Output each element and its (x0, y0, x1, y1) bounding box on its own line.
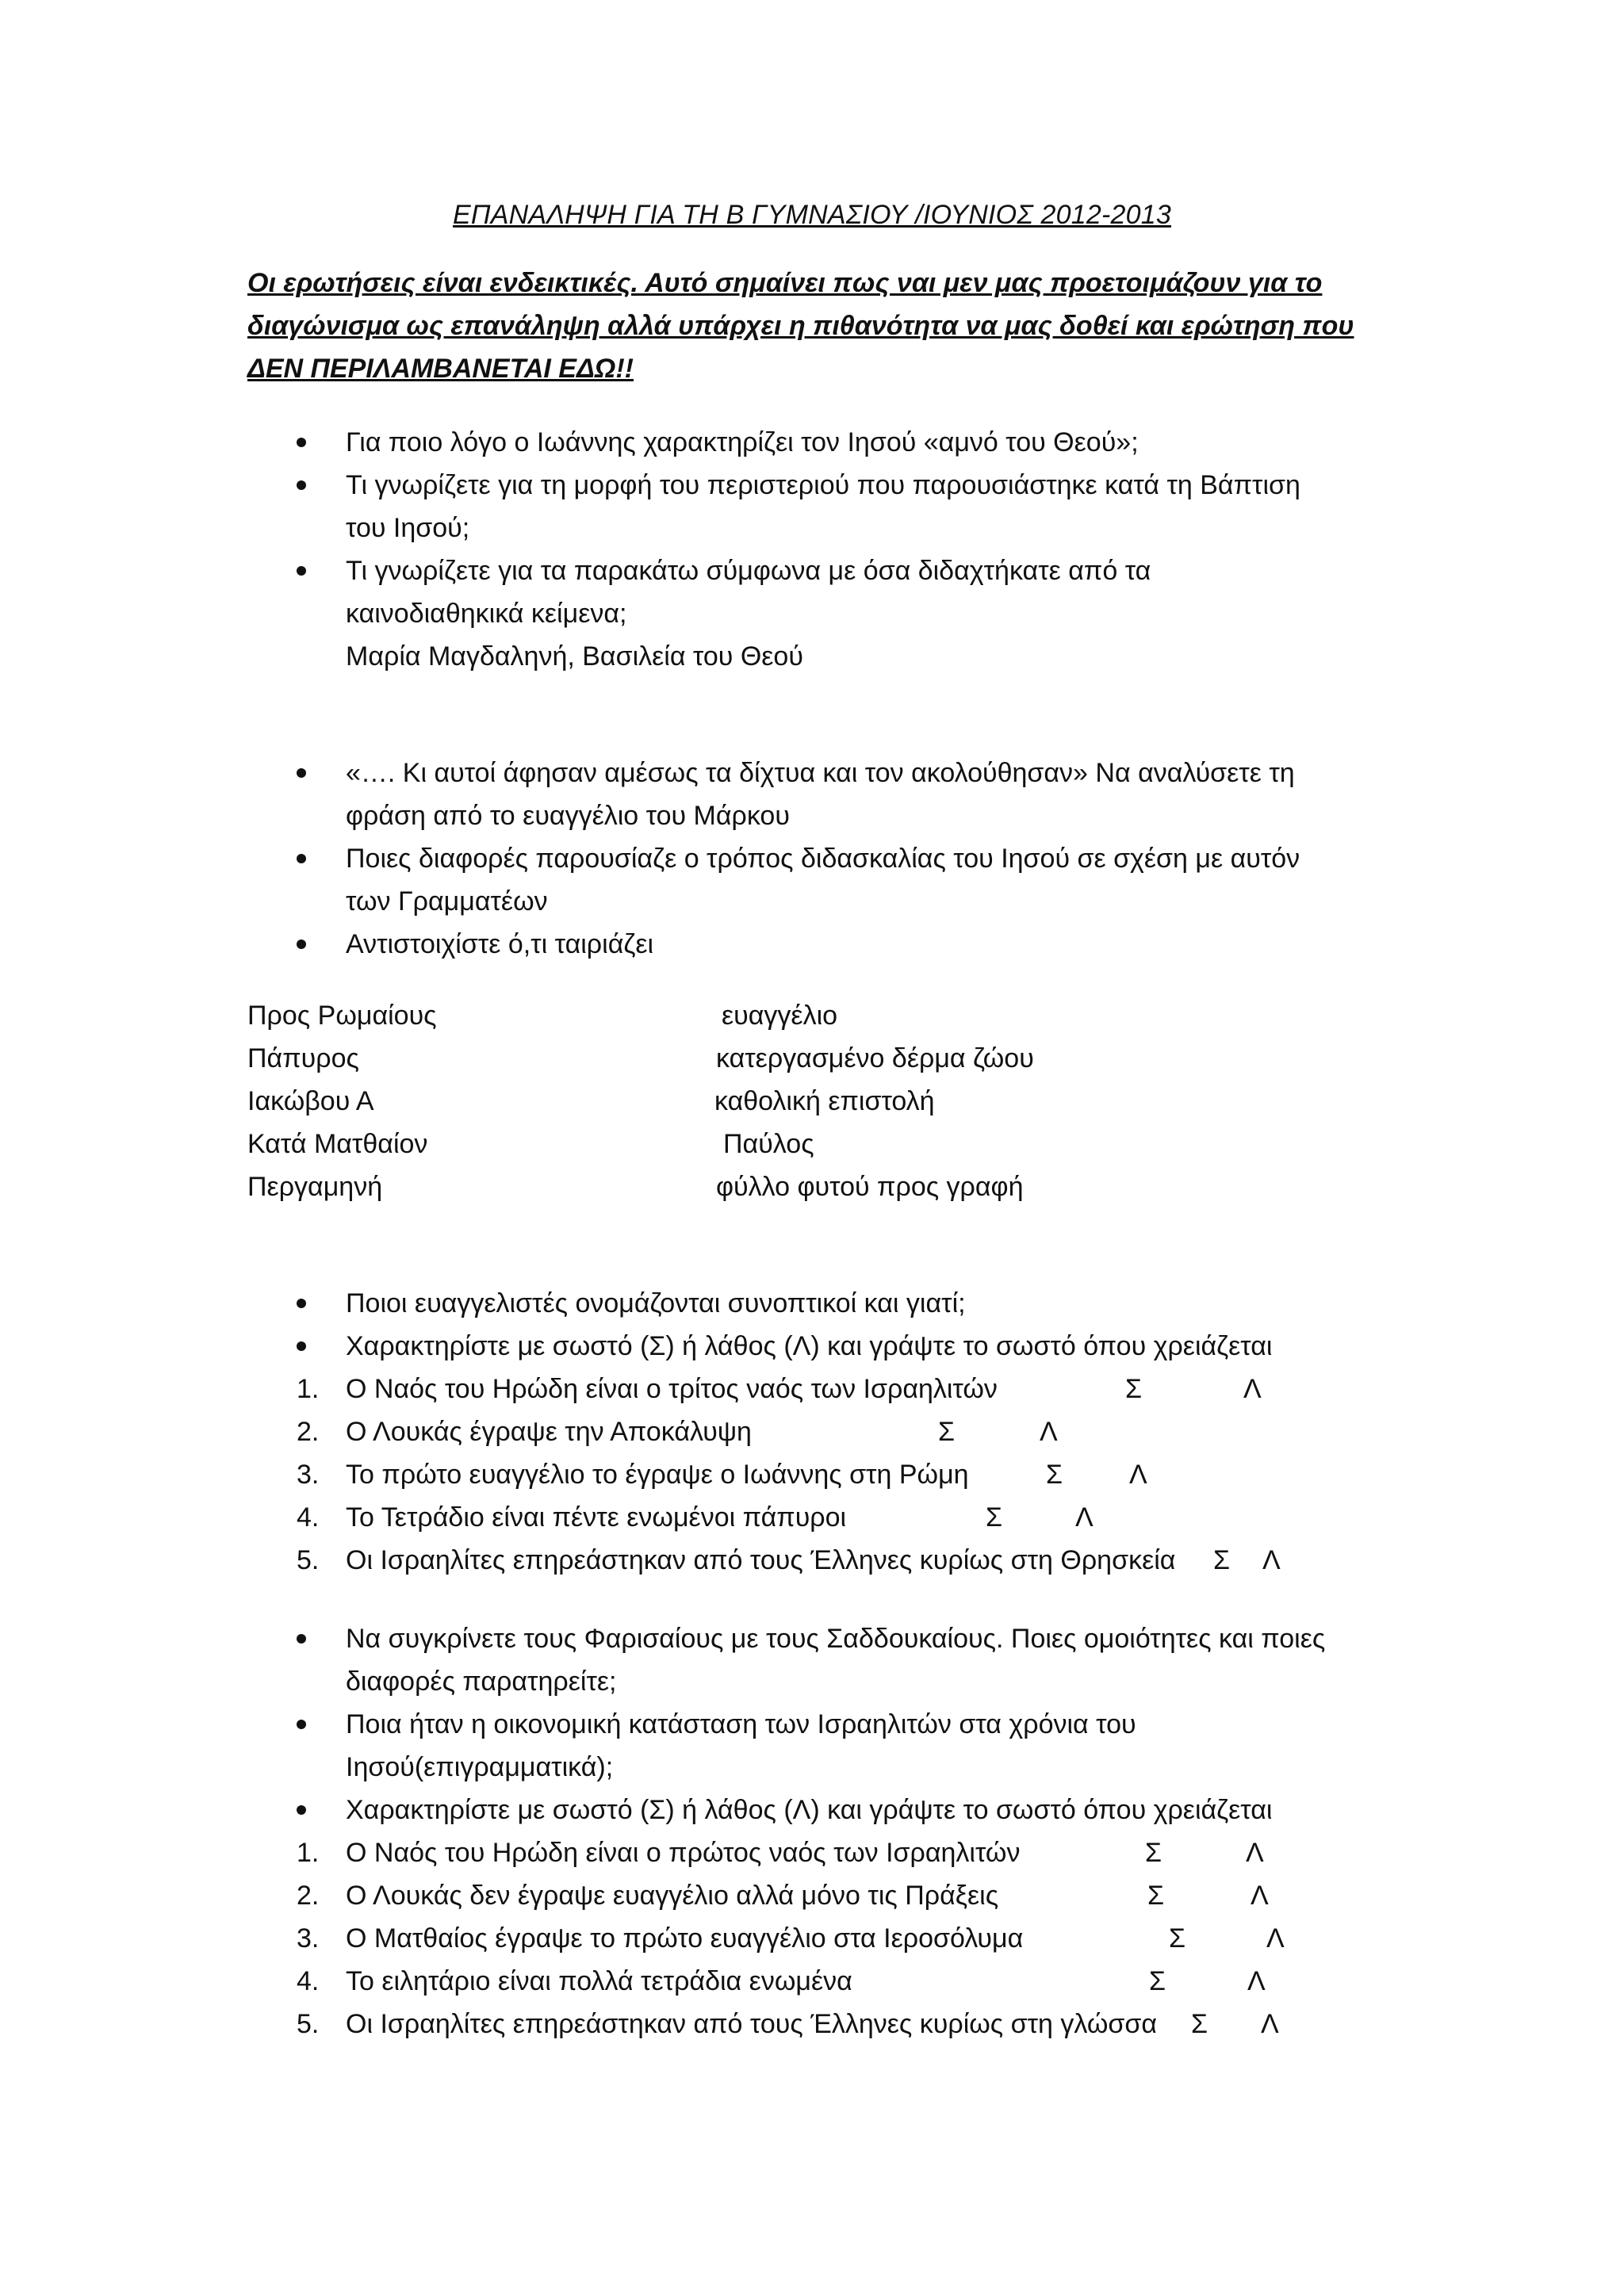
matching-row (0, 1165, 1624, 1208)
bullet-icon (297, 1805, 306, 1815)
continuation-line (0, 1660, 1624, 1703)
true-false-item (0, 2003, 1624, 2045)
false-option: Λ (1243, 1374, 1262, 1404)
statement-text: Το Τετράδιο είναι πέντε ενωμένοι πάπυροι (346, 1502, 847, 1533)
bullet-item (0, 923, 1624, 966)
statement-text: Ο Ναός του Ηρώδη είναι ο τρίτος ναός των Ισραηλιτών (346, 1374, 998, 1404)
false-option: Λ (1261, 2009, 1279, 2039)
intro-line: διαγώνισμα ως επανάληψη αλλά υπάρχει η πιθανότητα να μας δοθεί και ερώτηση που (247, 311, 1354, 341)
matching-left: Κατά Ματθαίον (247, 1129, 428, 1159)
matching-left: Ιακώβου Α (247, 1086, 374, 1116)
true-false-item (0, 1368, 1624, 1410)
statement-text: Το πρώτο ευαγγέλιο το έγραψε ο Ιωάννης στη Ρώμη (346, 1460, 969, 1490)
true-false-item (0, 1917, 1624, 1960)
question-text: «…. Κι αυτοί άφησαν αμέσως τα δίχτυα και τον ακολούθησαν» Να αναλύσετε τη (346, 758, 1295, 788)
true-false-item (0, 1496, 1624, 1539)
question-text: διαφορές παρατηρείτε; (346, 1667, 617, 1697)
matching-right: φύλλο φυτού προς γραφή (716, 1172, 1024, 1202)
bullet-icon (297, 1634, 306, 1644)
false-option: Λ (1247, 1966, 1266, 1996)
question-text: του Ιησού; (346, 513, 470, 543)
item-number: 2. (297, 1881, 320, 1911)
statement-text: Ο Λουκάς έγραψε την Αποκάλυψη (346, 1417, 752, 1447)
matching-left: Προς Ρωμαίους (247, 1001, 437, 1031)
true-false-item (0, 1539, 1624, 1582)
bullet-icon (297, 1299, 306, 1308)
true-option: Σ (1046, 1460, 1063, 1490)
bullet-icon (297, 438, 306, 447)
matching-row (0, 1037, 1624, 1080)
item-number: 4. (297, 1966, 320, 1996)
matching-right: κατεργασμένο δέρμα ζώου (716, 1043, 1034, 1073)
continuation-line (0, 794, 1624, 837)
statement-text: Οι Ισραηλίτες επηρεάστηκαν από τους Έλληνες κυρίως στη γλώσσα (346, 2009, 1158, 2039)
matching-row (0, 994, 1624, 1037)
true-option: Σ (1145, 1838, 1162, 1868)
bullet-item (0, 1617, 1624, 1660)
true-false-item (0, 1453, 1624, 1496)
question-text: φράση από το ευαγγέλιο του Μάρκου (346, 801, 790, 831)
false-option: Λ (1129, 1460, 1147, 1490)
question-text: Ποια ήταν η οικονομική κατάσταση των Ισραηλιτών στα χρόνια του (346, 1709, 1136, 1739)
bullet-item (0, 1789, 1624, 1831)
item-number: 5. (297, 2009, 320, 2039)
matching-right: καθολική επιστολή (714, 1086, 935, 1116)
matching-left: Πάπυρος (247, 1043, 359, 1073)
question-text: Ποιοι ευαγγελιστές ονομάζονται συνοπτικοί και γιατί; (346, 1288, 966, 1318)
false-option: Λ (1266, 1923, 1285, 1954)
question-text: Ποιες διαφορές παρουσίαζε ο τρόπος διδασκαλίας του Ιησού σε σχέση με αυτόν (346, 844, 1300, 874)
question-text: Για ποιο λόγο ο Ιωάννης χαρακτηρίζει τον Ιησού «αμνό του Θεού»; (346, 427, 1139, 457)
bullet-item (0, 1703, 1624, 1746)
item-number: 3. (297, 1460, 320, 1490)
question-text: Μαρία Μαγδαληνή, Βασιλεία του Θεού (346, 641, 803, 672)
bullet-item (0, 1282, 1624, 1325)
matching-row (0, 1080, 1624, 1123)
matching-right: Παύλος (723, 1129, 814, 1159)
statement-text: Ο Ματθαίος έγραψε το πρώτο ευαγγέλιο στα Ιεροσόλυμα (346, 1923, 1024, 1954)
question-text: Να συγκρίνετε τους Φαρισαίους με τους Σαδδουκαίους. Ποιες ομοιότητες και ποιες (346, 1624, 1326, 1654)
false-option: Λ (1246, 1838, 1264, 1868)
item-number: 1. (297, 1374, 320, 1404)
true-option: Σ (1169, 1923, 1186, 1954)
false-option: Λ (1075, 1502, 1094, 1533)
continuation-line (0, 880, 1624, 923)
matching-row (0, 1123, 1624, 1165)
bullet-icon (297, 939, 306, 949)
true-false-item (0, 1960, 1624, 2003)
true-option: Σ (986, 1502, 1003, 1533)
bullet-item (0, 1325, 1624, 1368)
intro-line: ΔΕΝ ΠΕΡΙΛΑΜΒΑΝΕΤΑΙ ΕΔΩ!! (247, 354, 634, 384)
true-false-item (0, 1410, 1624, 1453)
question-text: Χαρακτηρίστε με σωστό (Σ) ή λάθος (Λ) και γράψτε το σωστό όπου χρειάζεται (346, 1795, 1273, 1825)
bullet-icon (297, 480, 306, 490)
true-false-item (0, 1831, 1624, 1874)
matching-right: ευαγγέλιο (722, 1001, 838, 1031)
continuation-line (0, 507, 1624, 549)
continuation-line (0, 635, 1624, 678)
statement-text: Ο Ναός του Ηρώδη είναι ο πρώτος ναός των Ισραηλιτών (346, 1838, 1021, 1868)
intro-line: Οι ερωτήσεις είναι ενδεικτικές. Αυτό σημαίνει πως ναι μεν μας προετοιμάζουν για το (247, 268, 1323, 298)
bullet-item (0, 464, 1624, 507)
true-false-item (0, 1874, 1624, 1917)
question-text: καινοδιαθηκικά κείμενα; (346, 599, 627, 629)
item-number: 2. (297, 1417, 320, 1447)
continuation-line (0, 592, 1624, 635)
bullet-item (0, 837, 1624, 880)
question-text: Αντιστοιχίστε ό,τι ταιριάζει (346, 929, 654, 959)
item-number: 4. (297, 1502, 320, 1533)
item-number: 5. (297, 1545, 320, 1575)
continuation-line (0, 1746, 1624, 1789)
bullet-item (0, 421, 1624, 464)
bullet-icon (297, 1720, 306, 1729)
false-option: Λ (1040, 1417, 1058, 1447)
bullet-icon (297, 1341, 306, 1351)
bullet-item (0, 549, 1624, 592)
question-text: Τι γνωρίζετε για τη μορφή του περιστεριού που παρουσιάστηκε κατά τη Βάπτιση (346, 470, 1300, 500)
false-option: Λ (1251, 1881, 1269, 1911)
intro-note (247, 262, 1397, 390)
bullet-icon (297, 768, 306, 778)
matching-left: Περγαμηνή (247, 1172, 383, 1202)
true-option: Σ (1149, 1966, 1166, 1996)
question-text: των Γραμματέων (346, 886, 548, 916)
page-title: ΕΠΑΝΑΛΗΨΗ ΓΙΑ ΤΗ Β ΓΥΜΝΑΣΙΟΥ /ΙΟΥΝΙΟΣ 2012-2013 (453, 200, 1171, 230)
item-number: 3. (297, 1923, 320, 1954)
statement-text: Οι Ισραηλίτες επηρεάστηκαν από τους Έλληνες κυρίως στη Θρησκεία (346, 1545, 1176, 1575)
statement-text: Το ειλητάριο είναι πολλά τετράδια ενωμένα (346, 1966, 852, 1996)
question-text: Ιησού(επιγραμματικά); (346, 1752, 614, 1782)
bullet-icon (297, 854, 306, 863)
true-option: Σ (1125, 1374, 1143, 1404)
true-option: Σ (1191, 2009, 1208, 2039)
true-option: Σ (938, 1417, 956, 1447)
question-text: Τι γνωρίζετε για τα παρακάτω σύμφωνα με όσα διδαχτήκατε από τα (346, 556, 1151, 586)
true-option: Σ (1213, 1545, 1231, 1575)
true-option: Σ (1147, 1881, 1165, 1911)
bullet-item (0, 752, 1624, 794)
item-number: 1. (297, 1838, 320, 1868)
statement-text: Ο Λουκάς δεν έγραψε ευαγγέλιο αλλά μόνο τις Πράξεις (346, 1881, 999, 1911)
question-text: Χαρακτηρίστε με σωστό (Σ) ή λάθος (Λ) και γράψτε το σωστό όπου χρειάζεται (346, 1331, 1273, 1361)
bullet-icon (297, 566, 306, 576)
false-option: Λ (1262, 1545, 1281, 1575)
